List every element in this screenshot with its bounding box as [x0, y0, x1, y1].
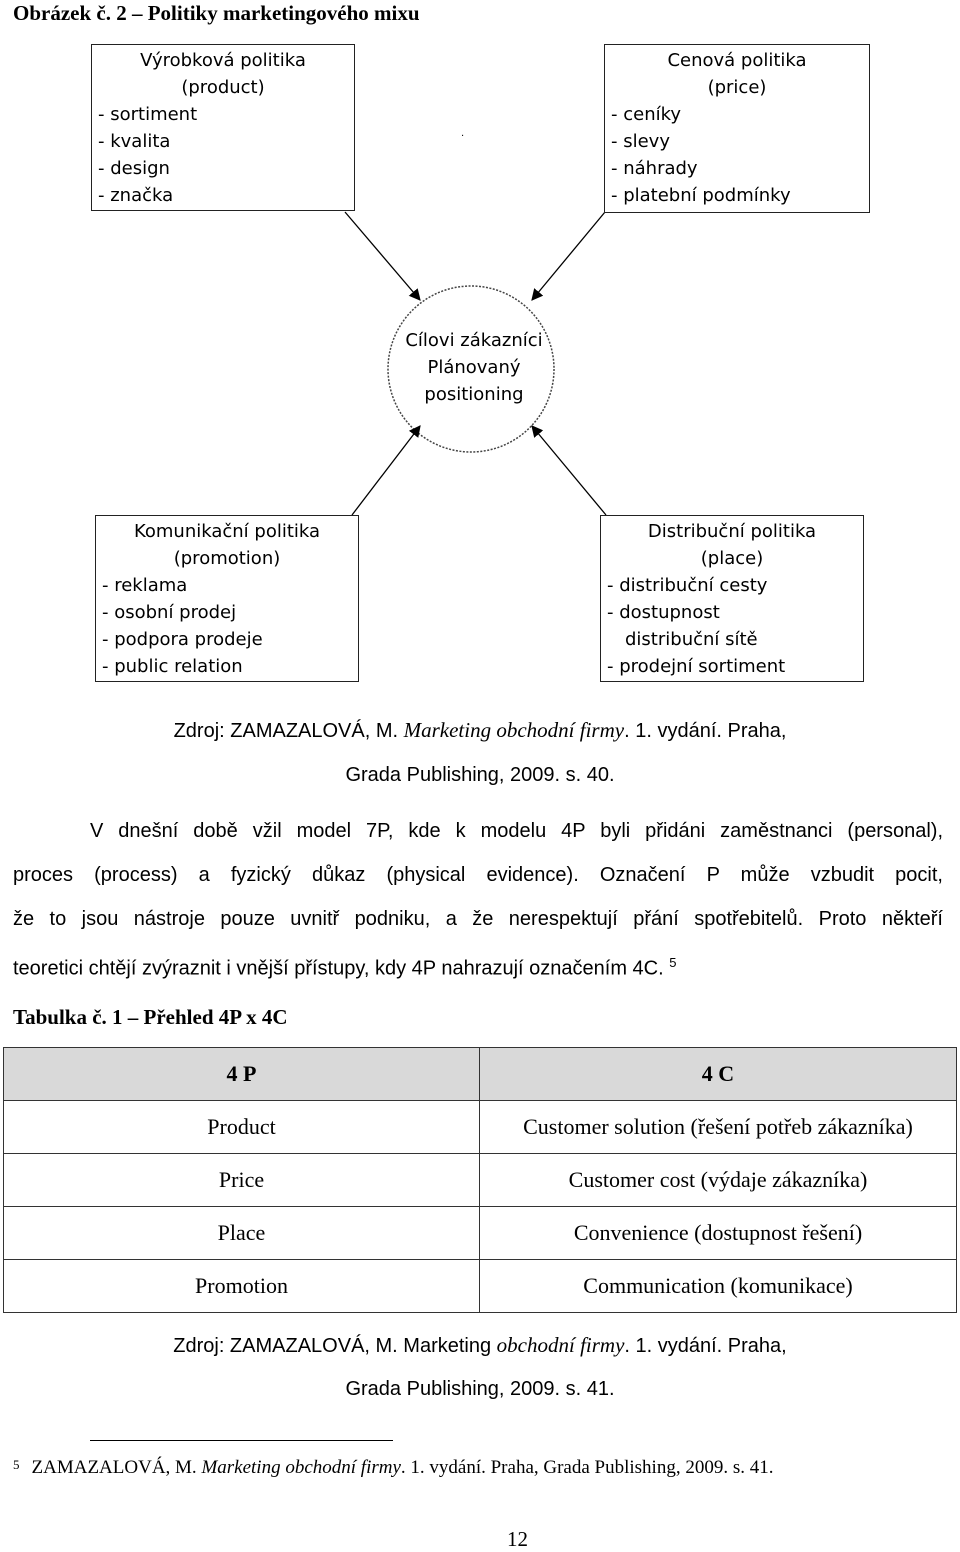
center-target-text: [390, 327, 558, 408]
product-item: - značka: [98, 185, 174, 206]
table-cell: Customer cost (výdaje zákazníka): [480, 1154, 957, 1207]
place-item: - prodejní sortiment: [607, 656, 786, 677]
place-box-title: Distribuční politika: [647, 521, 817, 542]
paragraph-line: proces (process) a fyzický důkaz (physical evidence). Označení P může vzbudit pocit,: [13, 864, 943, 886]
paragraph-line: V dnešní době vžil model 7P, kde k modelu 4P byli přidáni zaměstnanci (personal),: [90, 820, 943, 842]
footnote-suffix: . 1. vydání. Praha, Grada Publishing, 2009. s. 41.: [400, 1457, 774, 1478]
arrow-place: [532, 426, 606, 515]
table-cell: Price: [4, 1154, 480, 1207]
comparison-table: [3, 1047, 957, 1313]
table-source-line2: Grada Publishing, 2009. s. 41.: [345, 1378, 615, 1400]
figure-source: [0, 716, 960, 745]
page-number: 12: [507, 1527, 528, 1551]
price-item: - ceníky: [611, 104, 682, 125]
footnote-separator: [90, 1440, 393, 1441]
promotion-item: - osobní prodej: [102, 602, 237, 623]
table-source-suffix: . 1. vydání. Praha,: [624, 1335, 787, 1357]
figure-source-title: Marketing obchodní firmy: [403, 718, 625, 742]
price-box-title: Cenová politika: [667, 50, 807, 71]
price-item: - náhrady: [611, 158, 698, 179]
center-line: Plánovaný: [427, 357, 521, 378]
table-row: [4, 1101, 957, 1154]
product-item: - sortiment: [98, 104, 198, 125]
price-item: - platební podmínky: [611, 185, 791, 206]
product-box-subtitle: (product): [181, 77, 265, 98]
place-box-subtitle: (place): [700, 548, 764, 569]
table-header-row: [4, 1048, 957, 1101]
arrow-price: [532, 212, 605, 300]
footnote-ref[interactable]: 5: [669, 955, 677, 970]
promotion-box-title: Komunikační politika: [133, 521, 321, 542]
paragraph-line: že to jsou nástroje pouze uvnitř podniku, a že nerespektují přání spotřebitelů. Proto někteří: [13, 908, 943, 930]
center-line: positioning: [424, 384, 524, 405]
product-item: - kvalita: [98, 131, 171, 152]
arrow-product: [345, 212, 420, 300]
promotion-policy-box: [95, 515, 359, 682]
paragraph-last-line: [13, 950, 943, 982]
table-source: [0, 1331, 960, 1360]
table-row: [4, 1207, 957, 1260]
table-cell: Communication (komunikace): [480, 1260, 957, 1313]
promotion-item: - reklama: [102, 575, 188, 596]
footnote-number: 5: [13, 1457, 20, 1472]
product-policy-box: [91, 44, 355, 211]
table-cell: Convenience (dostupnost řešení): [480, 1207, 957, 1260]
price-item: - slevy: [611, 131, 670, 152]
footnote-prefix: ZAMAZALOVÁ, M.: [31, 1457, 202, 1478]
product-box-title: Výrobková politika: [140, 50, 306, 71]
figure-source-prefix: Zdroj: ZAMAZALOVÁ, M.: [173, 720, 404, 742]
table-source-title: obchodní firmy: [496, 1333, 625, 1357]
promotion-item: - podpora prodeje: [102, 629, 263, 650]
place-item: - dostupnost: [607, 602, 720, 623]
place-item: distribuční sítě: [625, 629, 758, 650]
paragraph-line: teoretici chtějí zvýraznit i vnější přístupy, kdy 4P nahrazují označením 4C.: [13, 957, 664, 980]
promotion-item: - public relation: [102, 656, 243, 677]
table-row: [4, 1154, 957, 1207]
arrow-promotion: [352, 426, 420, 515]
svg-text:.: .: [461, 128, 465, 139]
table-cell: Product: [4, 1101, 480, 1154]
table-row: [4, 1260, 957, 1313]
table-header-4p: 4 P: [4, 1048, 480, 1101]
table-title: Tabulka č. 1 – Přehled 4P x 4C: [13, 1005, 288, 1029]
table-cell: Place: [4, 1207, 480, 1260]
figure-source-line2: Grada Publishing, 2009. s. 40.: [345, 764, 615, 786]
footnote: [13, 1455, 773, 1481]
table-cell: Customer solution (řešení potřeb zákazníka): [480, 1101, 957, 1154]
center-line: Cílovi zákazníci: [405, 330, 543, 351]
table-source-prefix: Zdroj: ZAMAZALOVÁ, M. Marketing: [173, 1335, 497, 1357]
place-item: - distribuční cesty: [607, 575, 768, 596]
product-item: - design: [98, 158, 170, 179]
table-cell: Promotion: [4, 1260, 480, 1313]
promotion-box-subtitle: (promotion): [173, 548, 281, 569]
price-box-subtitle: (price): [707, 77, 767, 98]
figure-source-suffix: . 1. vydání. Praha,: [624, 720, 787, 742]
footnote-title: Marketing obchodní firmy: [201, 1457, 401, 1478]
place-policy-box: [600, 515, 864, 682]
table-header-4c: 4 C: [480, 1048, 957, 1101]
figure-title: Obrázek č. 2 – Politiky marketingového mixu: [13, 1, 420, 25]
price-policy-box: [604, 44, 870, 213]
